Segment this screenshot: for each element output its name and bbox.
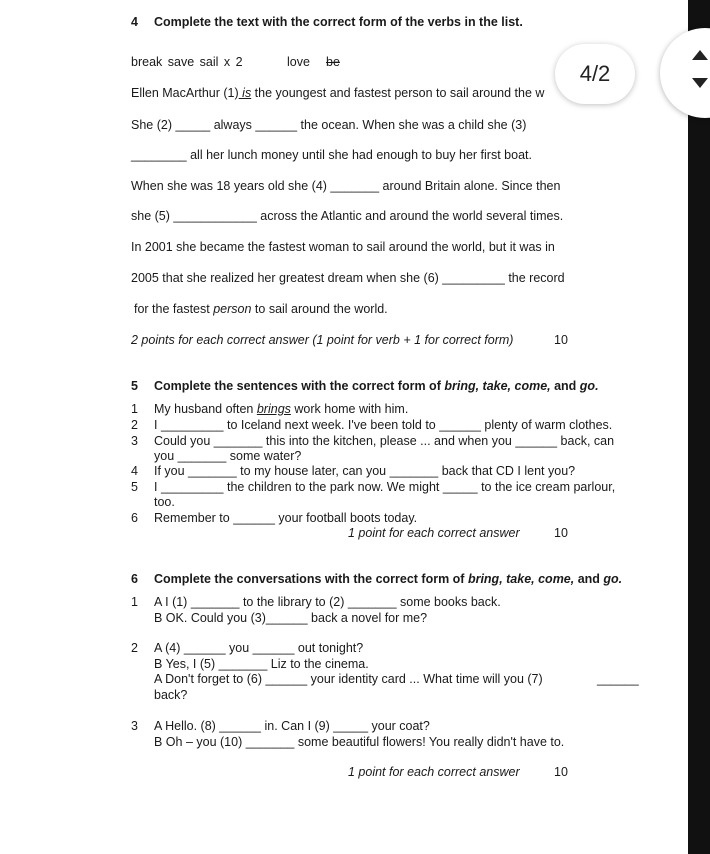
ex5-title-b: bring, take, come, (444, 379, 551, 393)
page-indicator-label: 4/2 (579, 61, 611, 86)
ex5-s3-cont: you _______ some water? (154, 449, 302, 463)
ex4-points: 2 points for each correct answer (1 point for verb + 1 for correct form) (131, 333, 514, 347)
ex6-number: 6 (131, 572, 138, 586)
ex6-c1-line-b: B OK. Could you (3)______ back a novel for me? (154, 611, 428, 625)
ex4-wordlist-c: be (326, 55, 340, 69)
ex4-line3: ________ all her lunch money until she had enough to buy her first boat. (131, 148, 532, 162)
ex5-s3: Could you _______ this into the kitchen, please ... and when you ______ back, can (154, 434, 615, 448)
ex5-score: 10 (554, 526, 568, 540)
ex4-line8-c: to sail around the world. (251, 302, 388, 316)
ex5-title-a: Complete the sentences with the correct form of (154, 379, 445, 393)
ex5-n5: 5 (131, 480, 138, 494)
ex6-score: 10 (554, 765, 568, 779)
ex4-line6: In 2001 she became the fastest woman to sail around the world, but it was in (131, 240, 555, 254)
viewer-scrollbar[interactable] (688, 0, 710, 854)
ex5-s4: If you _______ to my house later, can you _______ back that CD I lent you? (154, 464, 576, 478)
ex4-line8-a: for the fastest (134, 302, 214, 316)
ex5-n6: 6 (131, 511, 138, 525)
ex4-line5: she (5) ____________ across the Atlantic and around the world several times. (131, 209, 564, 223)
ex4-line8 (134, 302, 388, 317)
ex5-n3: 3 (131, 434, 138, 448)
page-down-icon[interactable] (692, 78, 708, 88)
ex5-title-d: go. (579, 379, 599, 393)
ex4-line1-c: the youngest and fastest person to sail around the w (251, 86, 545, 100)
ex6-c2-line-c-blank: ______ (597, 672, 639, 686)
ex5-points: 1 point for each correct answer (348, 526, 520, 540)
ex4-number: 4 (131, 15, 138, 29)
ex6-c3-number: 3 (131, 719, 138, 733)
ex5-s1-answer: brings (256, 402, 291, 416)
ex6-c2-number: 2 (131, 641, 138, 655)
ex6-c1-line-a: A I (1) _______ to the library to (2) _______ some books back. (154, 595, 501, 609)
ex4-wordlist-b: love (287, 55, 310, 69)
ex5-n1: 1 (131, 402, 138, 416)
ex6-c2-line-a: A (4) ______ you ______ out tonight? (154, 641, 364, 655)
ex6-title-d: go. (603, 572, 623, 586)
ex6-c3-line-b: B Oh – you (10) _______ some beautiful flowers! You really didn't have to. (154, 735, 565, 749)
ex6-title-a: Complete the conversations with the correct form of (154, 572, 468, 586)
ex5-s5: I _________ the children to the park now. We might _____ to the ice cream parlour, (154, 480, 616, 494)
ex4-line1-answer: is (238, 86, 252, 100)
ex6-c2-line-c: A Don't forget to (6) ______ your identity card ... What time will you (7) (154, 672, 543, 686)
ex4-line8-b: person (213, 302, 252, 316)
ex6-title (154, 572, 622, 587)
ex4-line1-a: Ellen MacArthur (1) (131, 86, 239, 100)
ex5-s1-a: My husband often (154, 402, 257, 416)
ex4-title: Complete the text with the correct form of the verbs in the list. (154, 15, 523, 29)
ex6-c1-number: 1 (131, 595, 138, 609)
page-up-icon[interactable] (692, 50, 708, 60)
ex5-s5-cont: too. (154, 495, 175, 509)
ex5-number: 5 (131, 379, 138, 393)
ex5-title-c: and (550, 379, 580, 393)
ex4-score: 10 (554, 333, 568, 347)
ex5-s1-c: work home with him. (290, 402, 409, 416)
ex6-c2-line-b: B Yes, I (5) _______ Liz to the cinema. (154, 657, 369, 671)
ex4-wordlist-a: break save sail x 2 (131, 55, 243, 69)
ex4-line1 (131, 86, 544, 101)
ex5-n4: 4 (131, 464, 138, 478)
ex5-s2: I _________ to Iceland next week. I've been told to ______ plenty of warm clothes. (154, 418, 613, 432)
ex6-c3-line-a: A Hello. (8) ______ in. Can I (9) _____ your coat? (154, 719, 430, 733)
ex4-line7: 2005 that she realized her greatest dream when she (6) _________ the record (131, 271, 565, 285)
ex6-title-c: and (574, 572, 604, 586)
ex6-title-b: bring, take, come, (467, 572, 575, 586)
page-indicator (555, 44, 635, 104)
ex5-s6: Remember to ______ your football boots today. (154, 511, 418, 525)
ex5-title (154, 379, 599, 394)
ex5-n2: 2 (131, 418, 138, 432)
ex6-points: 1 point for each correct answer (348, 765, 520, 779)
ex6-c2-line-d: back? (154, 688, 188, 702)
ex4-line2: She (2) _____ always ______ the ocean. When she was a child she (3) (131, 118, 527, 132)
ex5-s1 (154, 402, 408, 417)
ex4-line4: When she was 18 years old she (4) _______ around Britain alone. Since then (131, 179, 561, 193)
